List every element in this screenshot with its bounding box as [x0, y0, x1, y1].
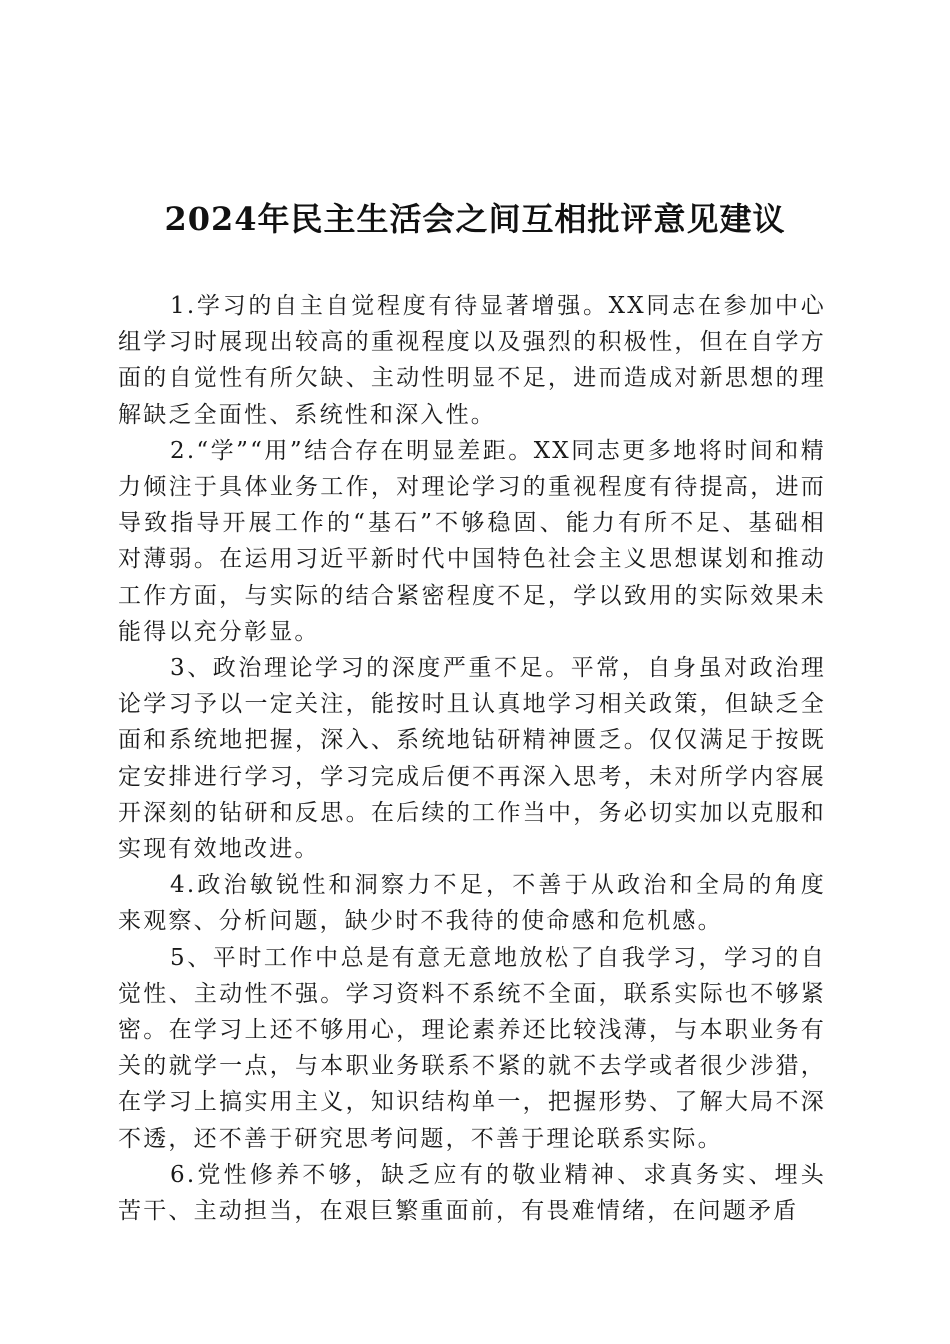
paragraph-2: 2.“学”“用”结合存在明显差距。XX同志更多地将时间和精力倾注于具体业务工作，对理论学习的重视程度有待提高，进而导致指导开展工作的“基石”不够稳固、能力有所不足、基础相对薄弱。在运用习近平新时代中国特色社会主义思想谋划和推动工作方面，与实际的结合紧密程度不足，学以致用的实际效果未能得以充分彰显。	[118, 437, 826, 645]
paragraph-3: 3、政治理论学习的深度严重不足。平常，自身虽对政治理论学习予以一定关注，能按时且认真地学习相关政策，但缺乏全面和系统地把握，深入、系统地钻研精神匮乏。仅仅满足于按既定安排进行学习，学习完成后便不再深入思考，未对所学内容展开深刻的钻研和反思。在后续的工作当中，务必切实加以克服和实现有效地改进。	[118, 655, 826, 863]
paragraph-6: 6.党性修养不够，缺乏应有的敬业精神、求真务实、埋头苦干、主动担当，在艰巨繁重面前，有畏难情绪，在问题矛盾	[118, 1161, 826, 1225]
paragraph-1: 1.学习的自主自觉程度有待显著增强。XX同志在参加中心组学习时展现出较高的重视程度以及强烈的积极性，但在自学方面的自觉性有所欠缺、主动性明显不足，进而造成对新思想的理解缺乏全面性、系统性和深入性。	[118, 293, 826, 428]
document-title: 2024年民主生活会之间互相批评意见建议	[164, 200, 786, 238]
paragraph-4: 4.政治敏锐性和洞察力不足，不善于从政治和全局的角度来观察、分析问题，缺少时不我待的使命感和危机感。	[118, 872, 826, 935]
document-body	[118, 288, 826, 1229]
paragraph-5: 5、平时工作中总是有意无意地放松了自我学习，学习的自觉性、主动性不强。学习资料不系统不全面，联系实际也不够紧密。在学习上还不够用心，理论素养还比较浅薄，与本职业务有关的就学一点，与本职业务联系不紧的就不去学或者很少涉猎，在学习上搞实用主义，知识结构单一，把握形势、了解大局不深不透，还不善于研究思考问题，不善于理论联系实际。	[118, 944, 826, 1152]
